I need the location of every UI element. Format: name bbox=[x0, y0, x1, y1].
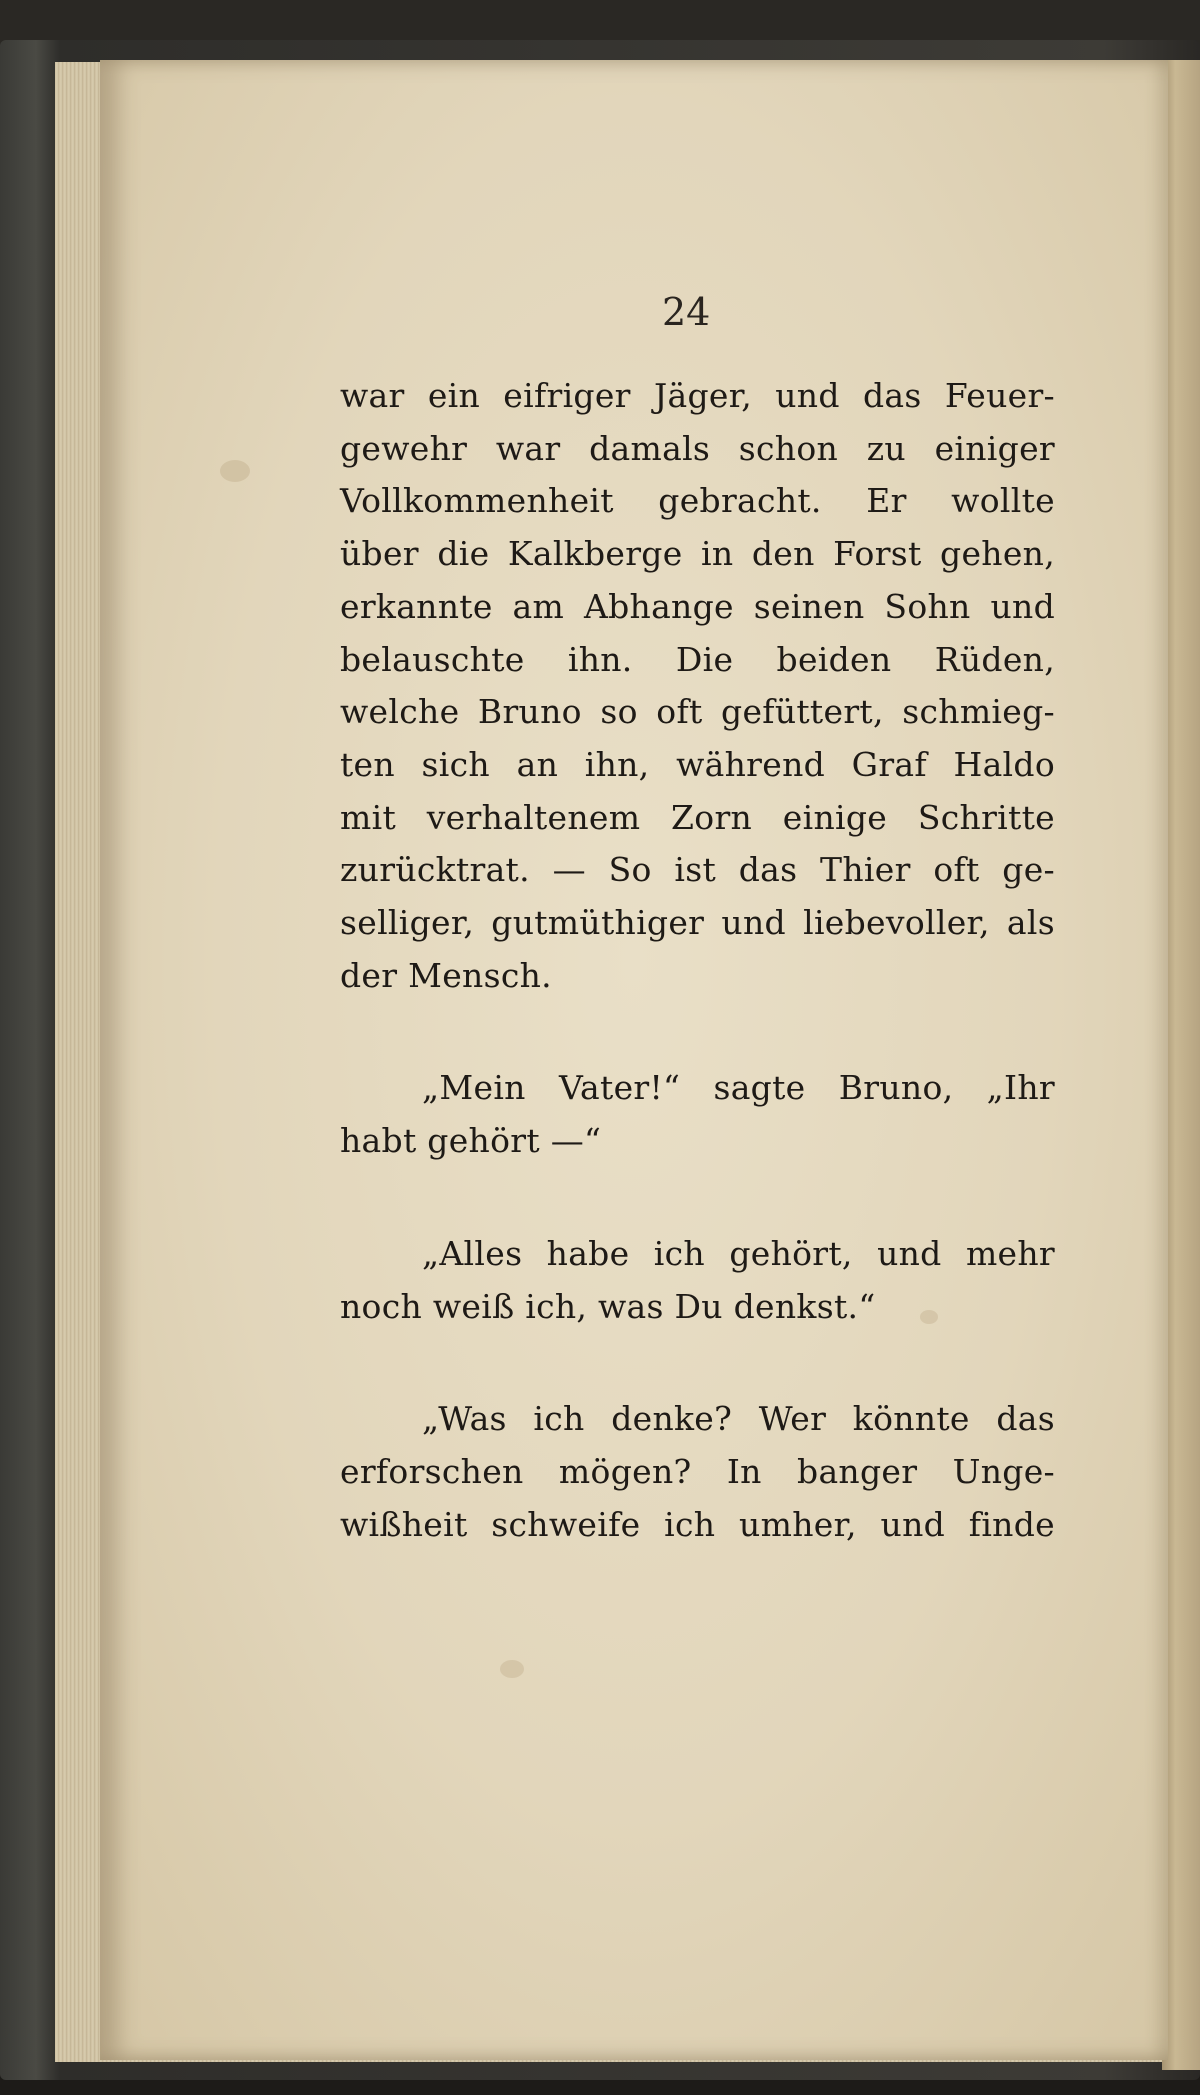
text-line: habt gehört —“ bbox=[340, 1121, 602, 1161]
paragraph bbox=[340, 1393, 1055, 1551]
paragraph bbox=[340, 1228, 1055, 1333]
text-line: „Was ich denke? Wer könnte das bbox=[422, 1399, 1055, 1439]
text-line: noch weiß ich, was Du denkst.“ bbox=[340, 1286, 876, 1326]
text-line: „Mein Vater!“ sagte Bruno, „Ihr bbox=[422, 1068, 1055, 1108]
text-line: über die Kalkberge in den Forst gehen, bbox=[340, 534, 1055, 574]
text-line: der Mensch. bbox=[340, 955, 552, 995]
foxing-spot bbox=[220, 460, 250, 482]
text-line: ten sich an ihn, während Graf Haldo bbox=[340, 744, 1055, 784]
text-line: „Alles habe ich gehört, und mehr bbox=[422, 1233, 1055, 1273]
paragraph bbox=[340, 1062, 1055, 1167]
text-line: wißheit schweife ich umher, und finde bbox=[340, 1504, 1055, 1544]
text-line: erkannte am Abhange seinen Sohn und bbox=[340, 586, 1055, 626]
text-line: gewehr war damals schon zu einiger bbox=[340, 428, 1055, 468]
page-number: 24 bbox=[662, 290, 711, 334]
text-line: Vollkommenheit gebracht. Er wollte bbox=[340, 481, 1055, 521]
text-line: war ein eifriger Jäger, und das Feuer- bbox=[340, 376, 1055, 415]
foxing-spot bbox=[500, 1660, 524, 1678]
text-line: belauschte ihn. Die beiden Rüden, bbox=[340, 639, 1055, 679]
page-text bbox=[340, 370, 1055, 1551]
text-line: selliger, gutmüthiger und liebevoller, als bbox=[340, 903, 1055, 943]
paragraph bbox=[340, 370, 1055, 1002]
text-line: mit verhaltenem Zorn einige Schritte bbox=[340, 797, 1055, 837]
text-line: welche Bruno so oft gefüttert, schmieg- bbox=[340, 692, 1055, 732]
text-line: zurücktrat. — So ist das Thier oft ge- bbox=[340, 850, 1055, 890]
text-line: erforschen mögen? In banger Unge- bbox=[340, 1451, 1055, 1491]
